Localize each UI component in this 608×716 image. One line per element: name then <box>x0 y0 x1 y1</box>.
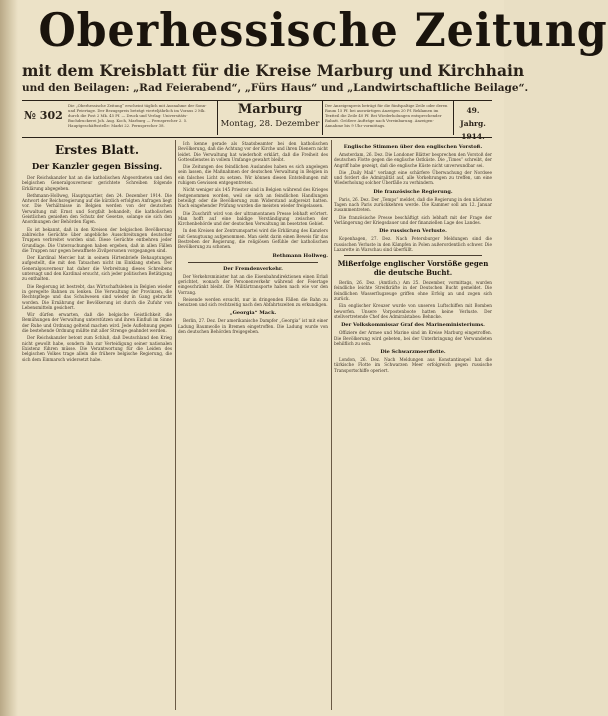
article-paragraph: Die Zeitungen des feindlichen Auslandes haben es sich angelegen sein lassen, die Maßnahmen der deutschen Verwaltung in Belgien in ein falsches Licht zu setzen. Wir können diesen Entstellungen mit ruhigem Gewissen entgegentreten. <box>178 164 328 186</box>
article-headline: Der Fremdenverkehr. <box>223 265 283 272</box>
article-paragraph: Die französische Presse beschäftigt sich lebhaft mit der Frage der Verlängerung der Kriegsdauer und der finanziellen Lage des Landes. <box>334 214 492 225</box>
section-title: Erstes Blatt. <box>54 143 140 157</box>
article-headline: Mißerfolge englischer Vorstöße gegen die deutsche Bucht. <box>337 259 489 278</box>
article-paragraph: Nicht weniger als 145 Priester sind in Belgien während des Krieges festgenommen worden, weil sie sich an feindlichen Handlungen beteiligt oder die Bevölkerung zum Widerstand aufgereizt hatten. Nach eingehender Prüfung wurden die meisten wieder freigelassen. <box>178 187 328 209</box>
article-paragraph: Reisende werden ersucht, nur in dringenden Fällen die Bahn zu benutzen und sich rechtzeitig nach den Abfahrtszeiten zu erkundigen. <box>178 296 328 308</box>
article-paragraph: Bethmann-Hollweg, Hauptquartier, den 24. Dezember 1914. Die Antwort der Reichsregierung auf die kürzlich erfolgten Anfragen liegt vor. Die Verhältnisse in Belgien werden von der deutschen Verwaltung mit Ernst und Sorgfalt behandelt; die katholischen Geistlichen genießen den Schutz der Gesetze, solange sie sich den Anordnungen der Behörden fügen. <box>22 192 172 225</box>
article-divider <box>344 255 482 256</box>
article-paragraph: Wir dürfen erwarten, daß die belgische Geistlichkeit die Bemühungen der Verwaltung unterstützen und ihren Einfluß im Sinne der Ruhe und Ordnung geltend machen wird. Jede Auflehnung gegen die bestehende Ordnung müßte mit aller Strenge geahndet werden. <box>22 312 172 334</box>
info-divider <box>453 101 454 135</box>
article-paragraph: Kopenhagen, 27. Dez. Nach Petersburger Meldungen sind die russischen Verluste in den Kämpfen in Polen außerordentlich schwer. Die Lazarette in Warschau sind überfüllt. <box>334 236 492 252</box>
column-divider <box>331 140 332 710</box>
date-box <box>220 102 320 130</box>
article-headline: Die französische Regierung. <box>373 188 453 195</box>
article-headline: Die russischen Verluste. <box>379 228 447 235</box>
masthead-supplements: und den Beilagen: „Rad Feierabend“, „Fürs Haus“ und „Landwirtschaftliche Beilage“. <box>22 82 529 94</box>
article-paragraph: Ein englischer Kreuzer wurde von unseren Luftschiffen mit Bomben beworfen. Unsere Vorpostenboote hatten keine Verluste. Der stellvertretende Chef des Admiralstabes: Behncke. <box>334 303 492 319</box>
city-name: Marburg <box>237 102 303 117</box>
article-headline: Der Volkskommissar Graf des Marineministeriums. <box>341 322 485 329</box>
page-binding-edge <box>0 0 18 716</box>
article-column-1 <box>22 141 172 711</box>
article-paragraph: In den Kreisen der Zentrumspartei wird die Erklärung des Kanzlers mit Genugtuung aufgenommen. Man sieht darin einen Beweis für das Bestreben der Regierung, die religiösen Gefühle der katholischen Bevölkerung zu schonen. <box>178 228 328 250</box>
article-paragraph: Der Reichskanzler hat an die katholischen Abgeordneten und den belgischen Generalgouverneur gerichtete Schreiben folgende Erklärung abgegeben. <box>22 175 172 191</box>
article-column-2 <box>178 141 328 711</box>
advertising-info: Der Anzeigenpreis beträgt für die fünfspaltige Zeile oder deren Raum 15 Pf. bei auswärtigen Anzeigen 20 Pf. Reklamen im Textteil die Zeile 40 Pf. Bei Wiederholungen entsprechender Rabatt. Größere Aufträge nach Vereinbarung. Anzeigen-Annahme bis 9 Uhr vormittags. <box>325 103 448 128</box>
volume-number: 49. Jahrg. <box>460 106 486 128</box>
column-divider <box>175 140 176 710</box>
info-divider <box>322 101 323 135</box>
article-paragraph: Es ist bekannt, daß in den Kreisen der belgischen Bevölkerung zahlreiche Gerüchte über angebliche Ausschreitungen deutscher Truppen verbreitet worden sind. Diese Gerüchte entbehren jeder Grundlage. Die Untersuchungen haben ergeben, daß in allen Fällen die Truppen nur gegen bewaffnete Zivilpersonen vorgegangen sind. <box>22 226 172 253</box>
masthead <box>22 2 608 60</box>
article-paragraph: Der Kardinal Mercier hat in seinem Hirtenbriefe Behauptungen aufgestellt, die mit den Tatsachen nicht im Einklang stehen. Der Generalgouverneur hat daher die Verbreitung dieses Schreibens untersagt und den Kardinal ersucht, sich jeder politischen Betätigung zu enthalten. <box>22 255 172 282</box>
article-headline: „Georgia“ Mack. <box>229 310 277 317</box>
article-signature: Bethmann Hollweg. <box>272 252 328 259</box>
article-divider <box>188 262 318 263</box>
article-paragraph: Berlin, 26. Dez. (Amtlich.) Am 25. Dezember, vormittags, wurden feindliche leichte Streitkräfte in der Deutschen Bucht gemeldet. Die feindlichen Wasserflugzeuge griffen ohne Erfolg an und zogen sich zurück. <box>334 280 492 302</box>
article-paragraph: Die Zuschrift wird von der ultramontanen Presse lebhaft erörtert. Man hofft auf eine baldige Verständigung zwischen der Kirchenbehörde und der deutschen Verwaltung im besetzten Gebiet. <box>178 210 328 227</box>
article-paragraph: Berlin, 27. Dez. Der amerikanische Dampfer „Georgia“ ist mit einer Ladung Baumwolle in Bremen eingetroffen. Die Ladung wurde von den deutschen Behörden freigegeben. <box>178 318 328 335</box>
article-headline: Die Schwarzmeerflotte. <box>380 349 446 356</box>
volume-year: 1914. <box>461 132 485 141</box>
volume-box <box>456 104 490 143</box>
article-column-3 <box>334 141 492 711</box>
issue-date: Montag, 28. Dezember <box>220 119 320 129</box>
subscription-info: Die „Oberhessische Zeitung“ erscheint täglich mit Ausnahme der Sonn- und Feiertage. Der Bezugspreis beträgt vierteljährlich im Voraus 2 Mk. durch die Post 2 Mk. 45 Pf. — Druck und Verlag: Universitäts-Buchdruckerei Joh. Aug. Koch, Marburg — Fernsprecher 2. 5. Hauptgeschäftsstelle: Markt 22. Fernsprecher 38. <box>68 103 207 128</box>
article-paragraph: Der Verkehrsminister hat an die Eisenbahndirektionen einen Erlaß gerichtet, wonach der Personenverkehr während der Feiertage eingeschränkt bleibt. Die Militärtransporte haben nach wie vor den Vorrang. <box>178 273 328 295</box>
article-paragraph: Offiziere der Armee und Marine sind im Kreise Marburg eingetroffen. Die Bevölkerung wird gebeten, bei der Unterbringung der Verwundeten behilflich zu sein. <box>334 330 492 346</box>
article-headline: Der Kanzler gegen Bissing. <box>31 162 163 172</box>
article-paragraph: Die Regierung ist bestrebt, das Wirtschaftsleben in Belgien wieder in geregelte Bahnen zu lenken. Die Verwaltung der Provinzen, die Rechtspflege und das Schulwesen sind wieder in Gang gebracht worden. Die Ernährung der Bevölkerung ist durch die Zufuhr von Lebensmitteln gesichert. <box>22 283 172 310</box>
newspaper-title: Oberhessische Zeitung <box>38 3 608 57</box>
article-paragraph: Der Reichskanzler betont zum Schluß, daß Deutschland den Krieg nicht gewollt habe, sondern ihn zur Verteidigung seiner nationalen Existenz führen müsse. Die Verantwortung für die Leiden des belgischen Volkes trage allein die frühere belgische Regierung, die sich dem Einmarsch widersetzt habe. <box>22 335 172 362</box>
article-paragraph: Die „Daily Mail“ verlangt eine schärfere Überwachung der Nordsee und fordert die Admiralität auf, alle Vorkehrungen zu treffen, um eine Wiederholung solcher Überfälle zu verhindern. <box>334 169 492 186</box>
issue-info-bar <box>22 100 492 141</box>
issue-number: № 302 <box>24 109 63 122</box>
article-paragraph: Paris, 26. Dez. Der „Temps“ meldet, daß die Regierung in den nächsten Tagen nach Paris zurückkehren werde. Die Kammer soll am 12. Januar zusammentreten. <box>334 196 492 213</box>
article-headline: Englische Stimmen über den englischen Vorstoß. <box>343 144 483 150</box>
article-paragraph: Ich kenne gerade als Staatsbeamter bei den katholischen Bevölkerung, daß die Achtung vor der Kirche und ihren Dienern nicht leidet. Die Verwaltung hat wiederholt erklärt, daß die Freiheit des Gottesdienstes in vollem Umfange gewahrt bleibt. <box>178 141 328 162</box>
masthead-subtitle: mit dem Kreisblatt für die Kreise Marburg und Kirchhain <box>22 61 525 80</box>
info-divider <box>217 101 218 135</box>
article-paragraph: Amsterdam, 26. Dez. Die Londoner Blätter besprechen den Vorstoß der deutschen Flotte gegen die englische Ostküste. Die „Times“ schreibt, der Angriff habe gezeigt, daß die englische Küste nicht unverwundbar sei. <box>334 152 492 168</box>
article-paragraph: London, 26. Dez. Nach Meldungen aus Konstantinopel hat die türkische Flotte im Schwarzen Meer erfolgreich gegen russische Transportschiffe operiert. <box>334 357 492 373</box>
